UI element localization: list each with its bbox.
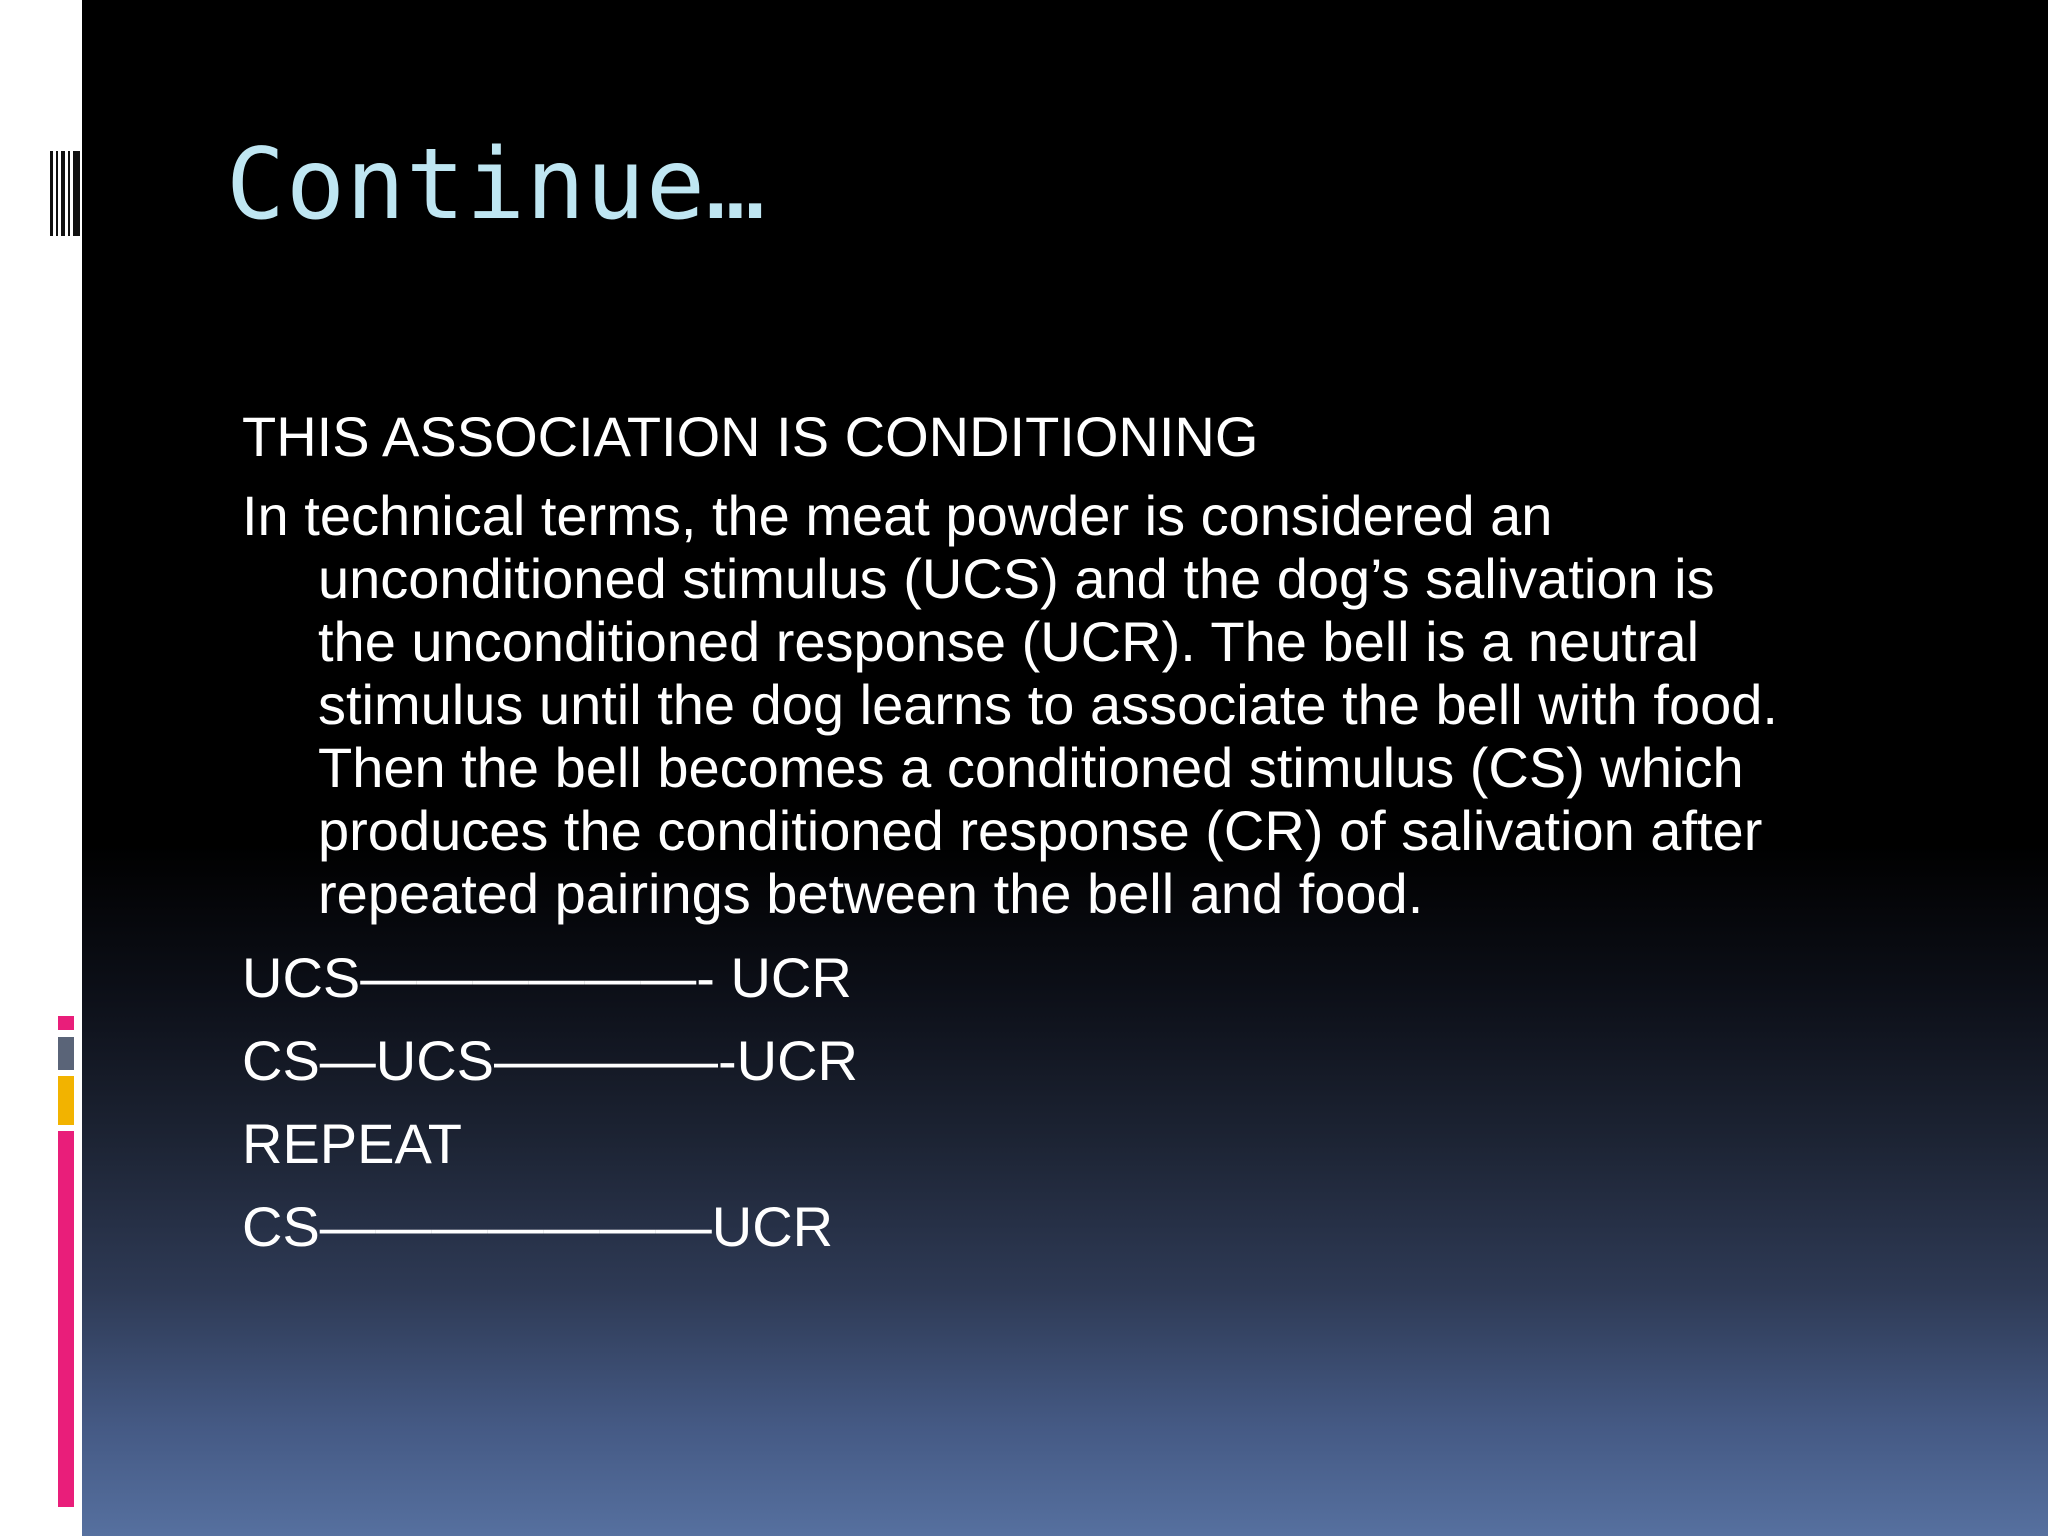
accent-bar-pink-tall [58,1131,74,1507]
paragraph-line: stimulus until the dog learns to associate the bell with food. [318,673,1778,736]
accent-bar-pink-small [58,1016,74,1030]
left-decoration-strip [0,0,82,1536]
paragraph-line: the unconditioned response (UCR). The bell is a neutral [318,610,1700,673]
flow-line-cs-ucr: CS———————UCR [242,1195,834,1258]
slide-title: Continue… [226,128,767,242]
paragraph-line: Then the bell becomes a conditioned stimulus (CS) which [318,736,1744,799]
slide-body [242,402,1972,1275]
paragraph-line: unconditioned stimulus (UCS) and the dog’s salivation is [318,547,1715,610]
flow-line-ucs-ucr: UCS——————- UCR [242,946,852,1009]
flow-line-repeat: REPEAT [242,1112,462,1175]
slide-heading: THIS ASSOCIATION IS CONDITIONING [242,405,1259,468]
paragraph-line: repeated pairings between the bell and food. [318,862,1424,925]
barcode-decoration [50,151,80,236]
accent-bar-gray [58,1037,74,1070]
explanation-paragraph [242,484,1972,925]
paragraph-line: In technical terms, the meat powder is considered an [242,484,1553,547]
paragraph-line: produces the conditioned response (CR) of salivation after [318,799,1763,862]
flow-line-cs-ucs-ucr: CS—UCS————-UCR [242,1029,858,1092]
accent-bar-gold [58,1076,74,1125]
